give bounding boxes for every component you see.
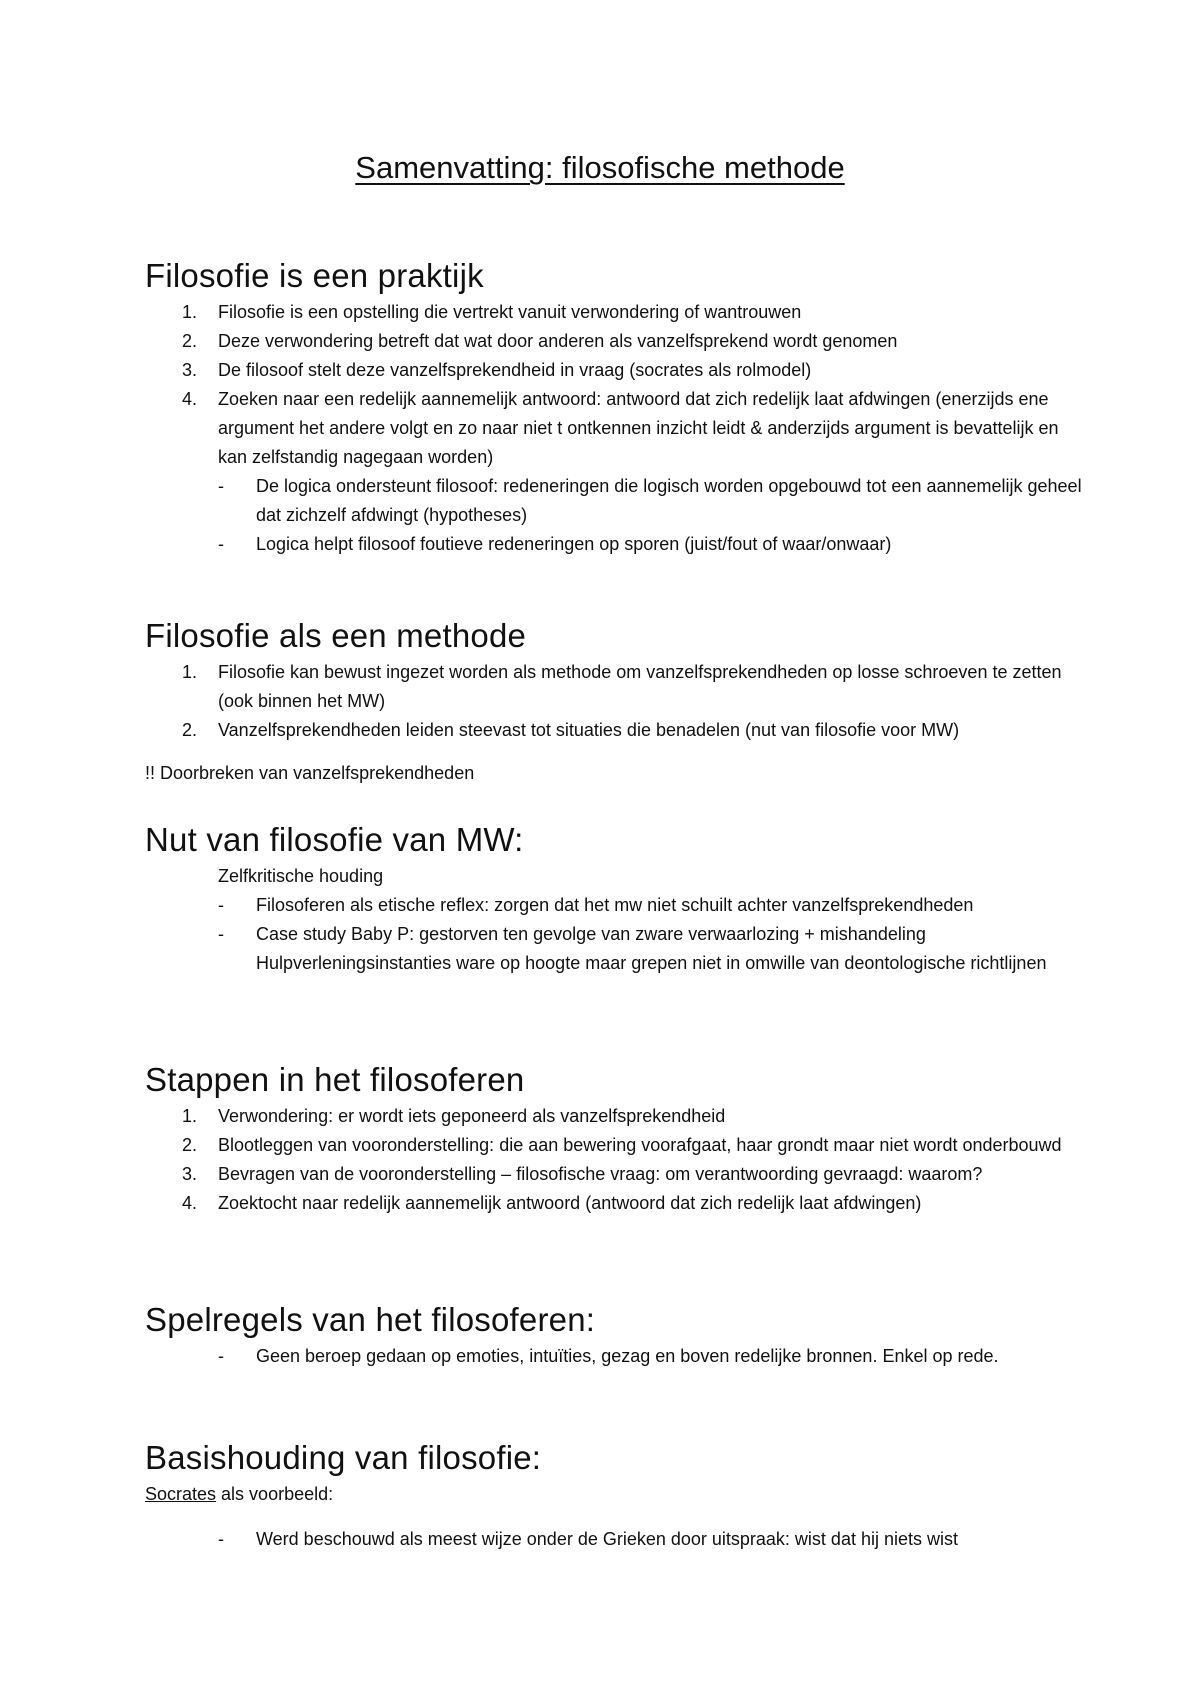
- list-item: [145, 1102, 1085, 1131]
- section-heading: Filosofie als een methode: [145, 617, 527, 654]
- list-item: [145, 1160, 1085, 1189]
- sub-label-rest: als voorbeeld:: [216, 1484, 334, 1504]
- section-heading: Nut van filosofie van MW:: [145, 821, 524, 858]
- list-text: Zoektocht naar redelijk aannemelijk antwoord (antwoord dat zich redelijk laat afdwingen): [218, 1193, 922, 1213]
- dash-bullet: -: [218, 476, 224, 496]
- list-number: 4.: [182, 1193, 198, 1213]
- section-heading: Filosofie is een praktijk: [145, 257, 484, 294]
- dash-bullet: -: [218, 924, 224, 944]
- list-text: Werd beschouwd als meest wijze onder de Grieken door uitspraak: wist dat hij niets wist: [256, 1529, 958, 1549]
- dash-bullet: -: [218, 534, 224, 554]
- list-number: 3.: [182, 1164, 198, 1184]
- list-item: [218, 530, 1085, 559]
- list-number: 2.: [182, 720, 198, 740]
- list-text: Bevragen van de vooronderstelling – filosofische vraag: om verantwoording gevraagd: waarom?: [218, 1164, 983, 1184]
- dash-bullet: -: [218, 1529, 224, 1549]
- list-item: [145, 891, 1085, 920]
- section-heading: Stappen in het filosoferen: [145, 1061, 525, 1098]
- list-number: 1.: [182, 1106, 198, 1126]
- sub-label: Zelfkritische houding: [218, 866, 384, 886]
- list-text: Logica helpt filosoof foutieve redeneringen op sporen (juist/fout of waar/onwaar): [256, 534, 892, 554]
- list-text: Geen beroep gedaan op emoties, intuïties, gezag en boven redelijke bronnen. Enkel op rede.: [256, 1346, 999, 1366]
- numbered-list: [145, 658, 1085, 745]
- list-item: [145, 1131, 1085, 1160]
- section-praktijk: [145, 254, 1085, 559]
- nested-dash-list: [218, 472, 1085, 559]
- section-basishouding: [145, 1436, 1085, 1554]
- list-item: [145, 716, 1085, 745]
- section-spelregels: [145, 1298, 1085, 1371]
- sub-label: [145, 1480, 1085, 1509]
- section-stappen: [145, 1058, 1085, 1218]
- list-item: [145, 1189, 1085, 1218]
- socrates-label: Socrates: [145, 1484, 217, 1504]
- list-item: [145, 1342, 1085, 1371]
- dash-list: [145, 891, 1085, 978]
- numbered-list: [145, 298, 1085, 559]
- list-item: [145, 385, 1085, 559]
- list-item: [145, 327, 1085, 356]
- list-item: [145, 920, 1085, 978]
- list-number: 2.: [182, 1135, 198, 1155]
- list-text: Filosofie is een opstelling die vertrekt vanuit verwondering of wantrouwen: [218, 302, 802, 322]
- list-number: 1.: [182, 302, 198, 322]
- list-number: 3.: [182, 360, 198, 380]
- list-text: De filosoof stelt deze vanzelfsprekendheid in vraag (socrates als rolmodel): [218, 360, 812, 380]
- list-item: [145, 1525, 1085, 1554]
- list-number: 4.: [182, 389, 198, 409]
- list-text: Verwondering: er wordt iets geponeerd als vanzelfsprekendheid: [218, 1106, 726, 1126]
- list-text: Zoeken naar een redelijk aannemelijk antwoord: antwoord dat zich redelijk laat afdwingen (enerzijds ene argument het andere volgt en zo naar niet t ontkennen inzicht leidt & anderzijds argument is bevattelijk en kan zelfstandig nagegaan worden): [218, 389, 1059, 467]
- section-nut: [145, 818, 1085, 978]
- dash-bullet: -: [218, 895, 224, 915]
- list-text: Filosofie kan bewust ingezet worden als methode om vanzelfsprekendheden op losse schroeven te zetten (ook binnen het MW): [218, 662, 1062, 711]
- section-methode: [145, 614, 1085, 788]
- list-item: [218, 472, 1085, 530]
- section-heading: Basishouding van filosofie:: [145, 1439, 542, 1476]
- list-text: De logica ondersteunt filosoof: redeneringen die logisch worden opgebouwd tot een aannemelijk geheel dat zichzelf afdwingt (hypotheses): [256, 476, 1082, 525]
- dash-list: [145, 1342, 1085, 1371]
- note-text: !! Doorbreken van vanzelfsprekendheden: [145, 763, 475, 783]
- list-item: [145, 356, 1085, 385]
- document-title: Samenvatting: filosofische methode: [355, 150, 845, 185]
- list-text: Deze verwondering betreft dat wat door anderen als vanzelfsprekend wordt genomen: [218, 331, 898, 351]
- dash-bullet: -: [218, 1346, 224, 1366]
- dash-list: [145, 1525, 1085, 1554]
- numbered-list: [145, 1102, 1085, 1218]
- list-number: 1.: [182, 662, 198, 682]
- list-text: Case study Baby P: gestorven ten gevolge van zware verwaarlozing + mishandeling Hulpverleningsinstanties ware op hoogte maar grepen niet in omwille van deontologische richtlijnen: [256, 924, 1047, 973]
- list-text: Filosoferen als etische reflex: zorgen dat het mw niet schuilt achter vanzelfsprekendheden: [256, 895, 974, 915]
- list-number: 2.: [182, 331, 198, 351]
- list-text: Vanzelfsprekendheden leiden steevast tot situaties die benadelen (nut van filosofie voor MW): [218, 720, 960, 740]
- list-item: [145, 658, 1085, 716]
- list-item: [145, 298, 1085, 327]
- section-heading: Spelregels van het filosoferen:: [145, 1301, 596, 1338]
- list-text: Blootleggen van vooronderstelling: die aan bewering voorafgaat, haar grondt maar niet wordt onderbouwd: [218, 1135, 1062, 1155]
